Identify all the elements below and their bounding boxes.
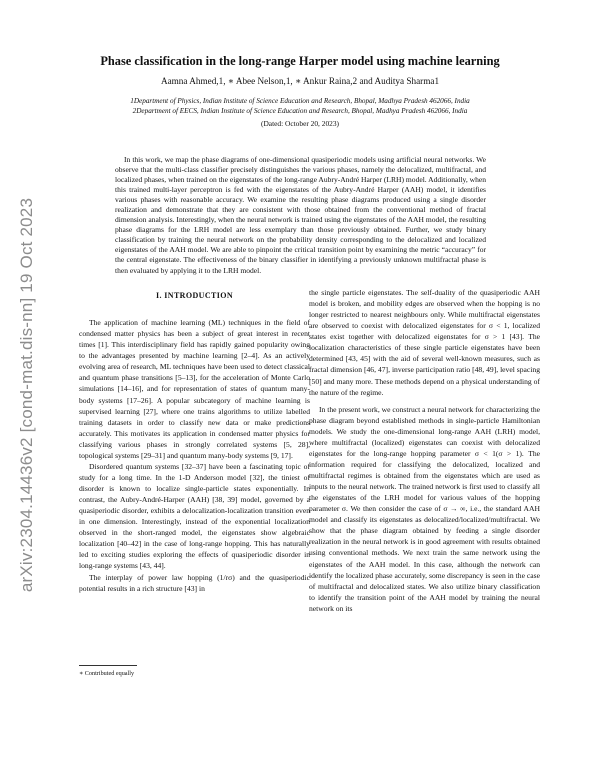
footnote: ∗ Contributed equally xyxy=(79,670,135,677)
affiliation-2: 2Department of EECS, Indian Institute of Science Education and Research, Bhopal, Madhya Pradesh 462066, India xyxy=(132,107,468,115)
body-paragraph: The application of machine learning (ML) techniques in the field of condensed matter physics has been a subject of great interest in recent times [1]. This interdisciplinary field has rapidly gained popularity owing to the advantages presented by machine learning [2–4]. As an actively evolving area of research, ML techniques have been used to detect classical and quantum phase transitions [5–13], for the acceleration of Monte Carlo simulations [14–16], and for representation of states of quantum many-body systems [17–26]. A popular subcategory of machine learning is supervised learning [27], where one trains algorithms to utilize labelled training datasets in order to classify new data or make predictions accurately. This motivates its application in condensed matter physics for classifying various phases in strongly correlated systems [5, 28], topological systems [29–31] and quantum many-body systems [9, 17]. xyxy=(79,318,310,460)
affiliation-1: 1Department of Physics, Indian Institute of Science Education and Research, Bhopal, Madhya Pradesh 462066, India xyxy=(130,97,470,105)
abstract: In this work, we map the phase diagrams of one-dimensional quasiperiodic models using artificial neural networks. We observe that the multi-class classifier precisely distinguishes the various phases, namely the delocalized, multifractal, and localized phases, when trained on the eigenstates of the long-range Aubry-André Harper (LRH) model. Additionally, when this trained multi-layer perceptron is fed with the eigenstates of the Aubry-André Harper (AAH) model, it identifies various phases with reasonable accuracy. We examine the resulting phase diagrams produced using a single disorder realization and demonstrate that they are consistent with those obtained from the conventional method of fractal dimension analysis. Interestingly, when the neural network is trained using the eigenstates of the AAH model, the resulting phase diagrams for the LRH model are less exemplary than those previously obtained. Further, we study binary classification by training the neural network on the probability density corresponding to the delocalized and localized eigenstates of the AAH model. We are able to pinpoint the critical transition point by examining the metric “accuracy” for the central eigenstate. The effectiveness of the binary classifier in identifying a previously unknown multifractal phase is then evaluated by applying it to the LRH model. xyxy=(115,155,486,275)
body-paragraph: The interplay of power law hopping (1/rσ) and the quasiperiodic potential results in a rich structure [43] in xyxy=(79,572,310,593)
right-column xyxy=(309,287,540,614)
paper-title: Phase classification in the long-range Harper model using machine learning xyxy=(100,54,500,68)
body-paragraph: the single particle eigenstates. The self-duality of the quasiperiodic AAH model is broken, and mobility edges are observed when the hopping is no longer restricted to nearest neighbours only. While multifractal eigenstates are observed to coexist with delocalized eigenstates for σ < 1, localized states exist together with delocalized eigenstates for σ > 1 [43]. The localization characteristics of these single particle eigenstates have been determined [43, 45] with the aid of several well-known measures, such as fractal dimension [46, 47], inverse participation ratio [48, 49], level spacing [50] and many more. These methods depend on a physical understanding of the nature of the regime. xyxy=(309,288,540,397)
body-paragraph: Disordered quantum systems [32–37] have been a fascinating topic of study for a long time. In the 1-D Anderson model [32], the tiniest of disorder is known to localize single-particle states exponentially. In contrast, the Aubry-André-Harper (AAH) [38, 39] model, governed by a quasiperiodic disorder, exhibits a delocalization-localization transition even in one dimension. Interestingly, instead of the exponential localization observed in the short-ranged model, the eigenstates show algebraic localization [40–42] in the case of long-range hopping. This has naturally led to exciting studies exploring the effects of quasiperiodic disorder in long-range systems [43, 44]. xyxy=(79,461,310,571)
arxiv-identifier-stamp xyxy=(14,185,40,605)
section-heading-introduction: I. INTRODUCTION xyxy=(155,291,234,300)
date-line: (Dated: October 20, 2023) xyxy=(261,119,339,128)
body-paragraph: In the present work, we construct a neural network for characterizing the phase diagram beyond established methods in single-particle Hamiltonian models. We study the one-dimensional long-range AAH (LRH) model, where multifractal (localized) eigenstates can coexist with delocalized eigenstates for the long-range hopping parameter σ < 1(σ > 1). The information required for classifying the delocalized, localized and multifractal regimes is obtained from the eigenstates which are used as inputs to the neural network. The trained network is first used to classify all the eigenstates of the LRH model for various values of the hopping parameter σ. We then consider the case of σ → ∞, i.e., the standard AAH model and classify its eigenstates as delocalized/localized/multifractal. We show that the phase diagram obtained by feeding a single disorder realization in the neural network is in good agreement with results obtained using conventional methods. We next train the same network using the eigenstates of the AAH model. In this case, although the network can identify the localized phase accurately, some discrepancy is seen in the case of multifractal and delocalized states. We also utilize binary classification to identify the transition point of the AAH model by training the neural network on its xyxy=(309,404,540,613)
arxiv-identifier-text: arXiv:2304.14436v2 [cond-mat.dis-nn] 19 Oct 2023 xyxy=(17,197,36,593)
author-list: Aamna Ahmed,1, ∗ Abee Nelson,1, ∗ Ankur Raina,2 and Auditya Sharma1 xyxy=(160,76,440,86)
footnote-divider xyxy=(79,665,137,666)
